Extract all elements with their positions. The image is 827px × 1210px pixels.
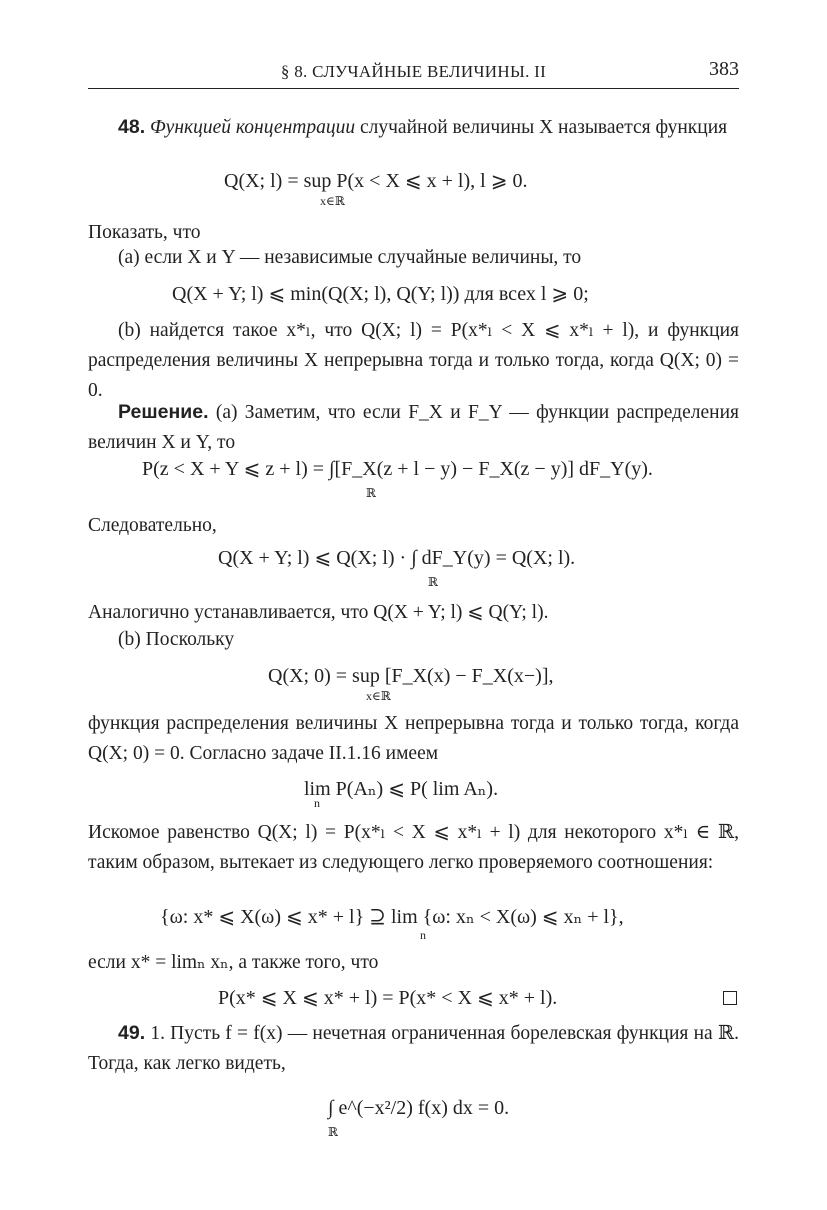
equation-8: P(x* ⩽ X ⩽ x* + l) = P(x* < X ⩽ x* + l). bbox=[218, 987, 558, 1009]
equation-7: {ω: x* ⩽ X(ω) ⩽ x* + l} ⊇ lim {ω: xₙ < X(ω) ⩽ xₙ + l}, bbox=[160, 906, 624, 928]
qed-box-icon bbox=[723, 991, 737, 1005]
equation-6: lim P(Aₙ) ⩽ P( lim Aₙ). bbox=[304, 778, 499, 800]
continuity-text: функция распределения величины X непрерывна тогда и только тогда, когда Q(X; 0) = 0. Согласно задаче II.1.16 имеем bbox=[88, 713, 739, 764]
solution-body: (a) Заметим, что если F_X и F_Y — функции распределения величин X и Y, то bbox=[88, 402, 739, 453]
equation-3-subscript: ℝ bbox=[366, 486, 376, 500]
equation-5: Q(X; 0) = sup [F_X(x) − F_X(x−)], bbox=[268, 665, 554, 687]
defined-term: Функцией концентрации bbox=[149, 117, 356, 138]
equation-1-subscript: x∈ℝ bbox=[320, 194, 345, 208]
problem-49-text bbox=[88, 1018, 739, 1079]
equation-4-subscript: ℝ bbox=[428, 575, 438, 589]
section-title: § 8. СЛУЧАЙНЫЕ ВЕЛИЧИНЫ. II bbox=[280, 62, 547, 81]
problem-number: 49. bbox=[118, 1022, 146, 1044]
equation-6-subscript: n bbox=[314, 796, 320, 810]
consequently-text: Следовательно, bbox=[88, 515, 217, 536]
problem-48-intro bbox=[88, 112, 739, 143]
problem-number: 48. bbox=[118, 116, 146, 138]
page-number: 383 bbox=[709, 58, 739, 80]
equation-5-subscript: x∈ℝ bbox=[366, 689, 391, 703]
equation-9-subscript: ℝ bbox=[328, 1125, 338, 1139]
solution-label: Решение. bbox=[118, 401, 209, 423]
sought-text: Искомое равенство Q(X; l) = P(x*ₗ < X ⩽ x*ₗ + l) для некоторого x*ₗ ∈ ℝ, таким образом, вытекает из следующего легко проверяемого соотношения: bbox=[88, 822, 739, 873]
equation-7-subscript: n bbox=[420, 928, 426, 942]
equation-2: Q(X + Y; l) ⩽ min(Q(X; l), Q(Y; l)) для всех l ⩾ 0; bbox=[172, 283, 589, 305]
problem-49-body: 1. Пусть f = f(x) — нечетная ограниченная борелевская функция на ℝ. Тогда, как легко видеть, bbox=[88, 1023, 739, 1074]
solution-text bbox=[88, 397, 739, 458]
if-text: если x* = limₙ xₙ, а также того, что bbox=[88, 952, 379, 973]
since-text: (b) Поскольку bbox=[118, 629, 235, 650]
running-header bbox=[88, 58, 739, 89]
analog-text: Аналогично устанавливается, что Q(X + Y; l) ⩽ Q(Y; l). bbox=[88, 602, 549, 623]
equation-9: ∫ e^(−x²/2) f(x) dx = 0. bbox=[328, 1097, 510, 1119]
equation-3: P(z < X + Y ⩽ z + l) = ∫[F_X(z + l − y) − F_X(z − y)] dF_Y(y). bbox=[142, 458, 653, 480]
intro-text: случайной величины X называется функция bbox=[355, 117, 728, 138]
equation-1: Q(X; l) = sup P(x < X ⩽ x + l), l ⩾ 0. bbox=[224, 170, 528, 192]
equation-4: Q(X + Y; l) ⩽ Q(X; l) · ∫ dF_Y(y) = Q(X; l). bbox=[218, 547, 576, 569]
part-a-text: (a) если X и Y — независимые случайные величины, то bbox=[118, 247, 582, 268]
part-b-text: (b) найдется такое x*ₗ, что Q(X; l) = P(x*ₗ < X ⩽ x*ₗ + l), и функция распределения величины X непрерывна тогда и только тогда, когда Q(X; 0) = 0. bbox=[88, 320, 739, 401]
show-text: Показать, что bbox=[88, 222, 201, 243]
